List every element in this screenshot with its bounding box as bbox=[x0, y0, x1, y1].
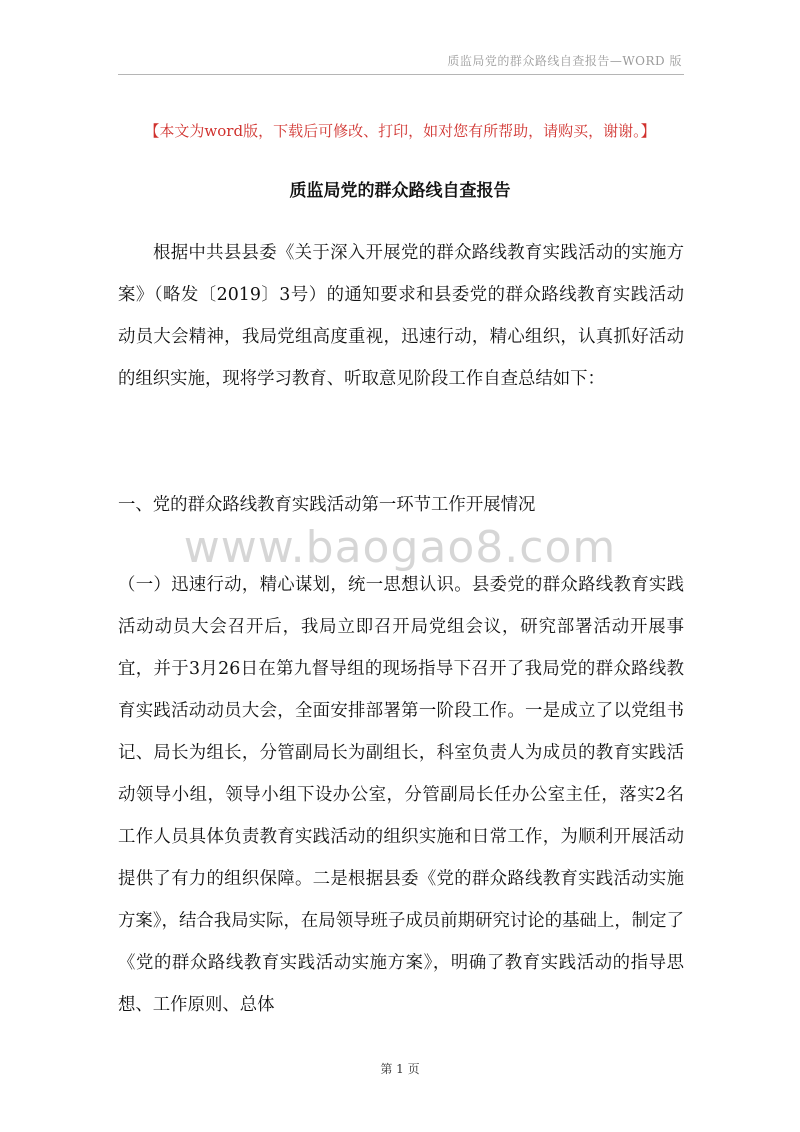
document-title: 质监局党的群众路线自查报告 bbox=[289, 181, 511, 201]
page-number: 第 1 页 bbox=[380, 1062, 420, 1076]
body-paragraph: （一）迅速行动，精心谋划，统一思想认识。县委党的群众路线教育实践活动动员大会召开后，我局立即召开局党组会议，研究部署活动开展事宜，并于3月26日在第九督导组的现场指导下召开了我局党的群众路线教育实践活动动员大会，全面安排部署第一阶段工作。一是成立了以党组书记、局长为组长，分管副局长为副组长，科室负责人为成员的教育实践活动领导小组，领导小组下设办公室，分管副局长任办公室主任，落实2名工作人员具体负责教育实践活动的组织实施和日常工作，为顺利开展活动提供了有力的组织保障。二是根据县委《党的群众路线教育实践活动实施方案》，结合我局实际，在局领导班子成员前期研究讨论的基础上，制定了《党的群众路线教育实践活动实施方案》，明确了教育实践活动的指导思想、工作原则、总体 bbox=[118, 575, 684, 1015]
purchase-notice: 【本文为word版，下载后可修改、打印，如对您有所帮助，请购买，谢谢。】 bbox=[144, 122, 656, 140]
running-header: 质监局党的群众路线自查报告—WORD 版 bbox=[447, 54, 682, 68]
watermark: www.baogao8.com bbox=[183, 522, 617, 573]
intro-paragraph: 根据中共县县委《关于深入开展党的群众路线教育实践活动的实施方案》（略发〔2019〕3号）的通知要求和县委党的群众路线教育实践活动动员大会精神，我局党组高度重视，迅速行动，精心组织，认真抓好活动的组织实施，现将学习教育、听取意见阶段工作自查总结如下： bbox=[118, 243, 684, 389]
header-divider bbox=[118, 74, 684, 75]
section-heading: 一、党的群众路线教育实践活动第一环节工作开展情况 bbox=[118, 495, 536, 515]
